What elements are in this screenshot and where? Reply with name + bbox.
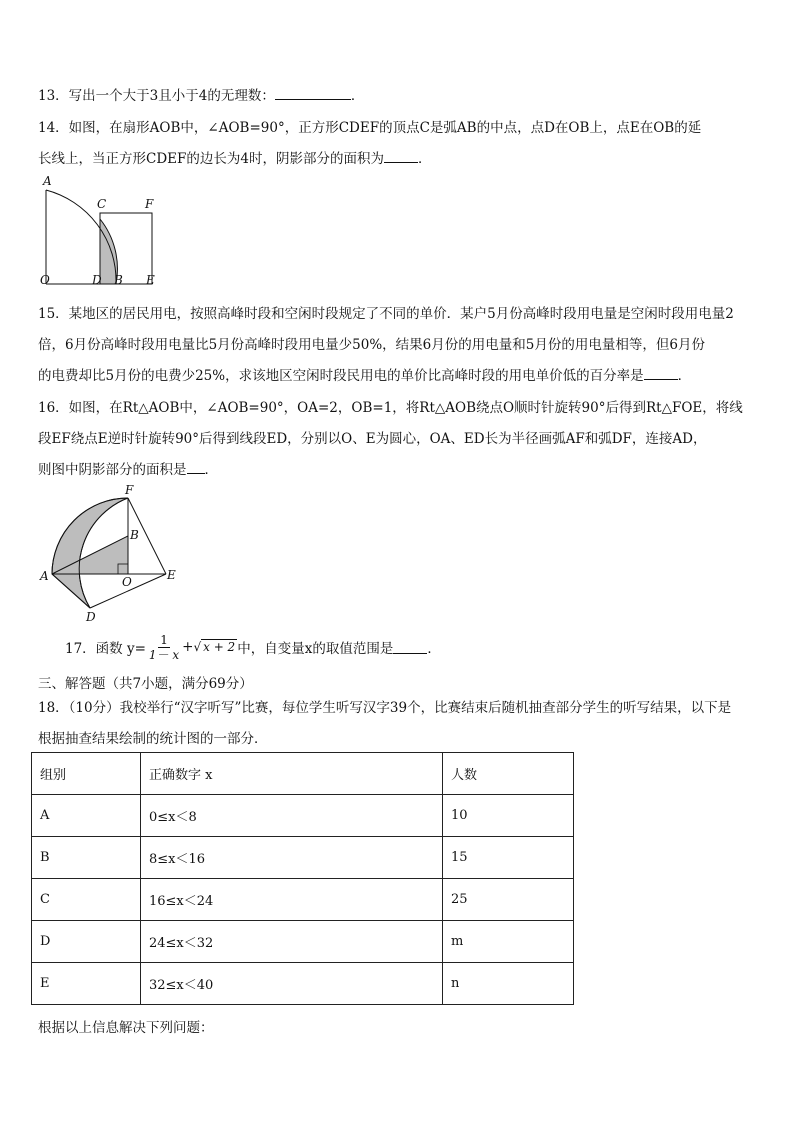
figure-sector-square xyxy=(36,172,166,290)
answer-blank xyxy=(275,87,351,100)
table-cell: 25 xyxy=(443,879,574,921)
point-label: C xyxy=(97,197,107,211)
table-header-cell: 正确数字 x xyxy=(141,753,443,795)
point-label: B xyxy=(130,528,139,542)
table-row xyxy=(32,795,574,837)
table-row xyxy=(32,963,574,1005)
answer-blank xyxy=(187,461,205,474)
figure-rotation xyxy=(38,484,184,622)
point-label: D xyxy=(86,610,96,622)
question-15-line-3: 的电费却比5月份的电费少25%，求该地区空闲时段民用电的单价比高峰时段的用电单价低的百分率是 ． xyxy=(38,368,692,384)
point-label: F xyxy=(145,197,154,211)
table-cell: 32≤x＜40 xyxy=(141,963,443,1005)
question-14-line-2: 长线上，当正方形CDEF的边长为4时，阴影部分的面积为 ． xyxy=(38,151,432,167)
answer-blank xyxy=(644,367,678,380)
table-cell: E xyxy=(32,963,141,1005)
point-label: A xyxy=(43,174,52,188)
table-row xyxy=(32,921,574,963)
question-16-line-3: 则图中阴影部分的面积是 ． xyxy=(38,462,218,478)
point-label: D xyxy=(92,273,102,287)
table-cell: 0≤x＜8 xyxy=(141,795,443,837)
table-header-cell: 组别 xyxy=(32,753,141,795)
table-cell: m xyxy=(443,921,574,963)
table-cell: B xyxy=(32,837,141,879)
point-label: F xyxy=(125,484,134,497)
table-cell: 10 xyxy=(443,795,574,837)
table-header-row xyxy=(32,753,574,795)
table-cell: 24≤x＜32 xyxy=(141,921,443,963)
square-root: √ x + 2 xyxy=(193,640,236,654)
point-label: B xyxy=(114,273,123,287)
question-18-line-1: 18．（10分）我校举行“汉字听写”比赛，每位学生听写汉字39个，比赛结束后随机抽查部分学生的听写结果，以下是 xyxy=(38,700,732,716)
question-13-text: 13．写出一个大于3且小于4的无理数： xyxy=(38,88,275,104)
point-label: E xyxy=(167,568,176,582)
question-13: 13．写出一个大于3且小于4的无理数： ． xyxy=(38,88,365,104)
table-cell: 8≤x＜16 xyxy=(141,837,443,879)
answer-blank xyxy=(384,150,418,163)
table-cell: 15 xyxy=(443,837,574,879)
table-cell: A xyxy=(32,795,141,837)
point-label: A xyxy=(40,569,49,583)
point-label: O xyxy=(122,575,132,589)
table-cell: 16≤x＜24 xyxy=(141,879,443,921)
answer-blank xyxy=(393,641,427,654)
question-16-line-1: 16．如图，在Rt△AOB中，∠AOB=90°，OA=2，OB=1，将Rt△AOB绕点O顺时针旋转90°后得到Rt△FOE，将线 xyxy=(38,400,743,416)
table-cell: C xyxy=(32,879,141,921)
table-cell: D xyxy=(32,921,141,963)
point-label: O xyxy=(40,273,50,287)
table-row xyxy=(32,837,574,879)
question-16-line-2: 段EF绕点E逆时针旋转90°后得到线段ED，分别以O、E为圆心，OA、ED长为半径画弧AF和弧DF，连接AD， xyxy=(38,431,707,447)
question-18-line-2: 根据抽查结果绘制的统计图的一部分． xyxy=(38,731,268,747)
frequency-table xyxy=(31,752,574,1005)
footer-instruction: 根据以上信息解决下列问题： xyxy=(38,1020,214,1036)
table-cell: n xyxy=(443,963,574,1005)
table-header-cell: 人数 xyxy=(443,753,574,795)
question-15-line-1: 15．某地区的居民用电，按照高峰时段和空闲时段规定了不同的单价．某户5月份高峰时段用电量是空闲时段用电量2 xyxy=(38,306,734,322)
fraction: $\frac{1}{1- x}$ xyxy=(148,632,180,662)
question-17: 17．函数 y= $\frac{1}{1- x}$ + √ x + 2 中，自变量x的取值范围是 ． xyxy=(65,632,441,662)
question-15-line-2: 倍，6月份高峰时段用电量比5月份高峰时段用电量少50%，结果6月份的用电量和5月份的用电量相等，但6月份 xyxy=(38,337,705,353)
point-label: E xyxy=(146,273,155,287)
section-heading: 三、解答题（共7小题，满分69分） xyxy=(38,676,253,692)
table-row xyxy=(32,879,574,921)
question-14-line-1: 14．如图，在扇形AOB中，∠AOB=90°，正方形CDEF的顶点C是弧AB的中点，点D在OB上，点E在OB的延 xyxy=(38,120,702,136)
